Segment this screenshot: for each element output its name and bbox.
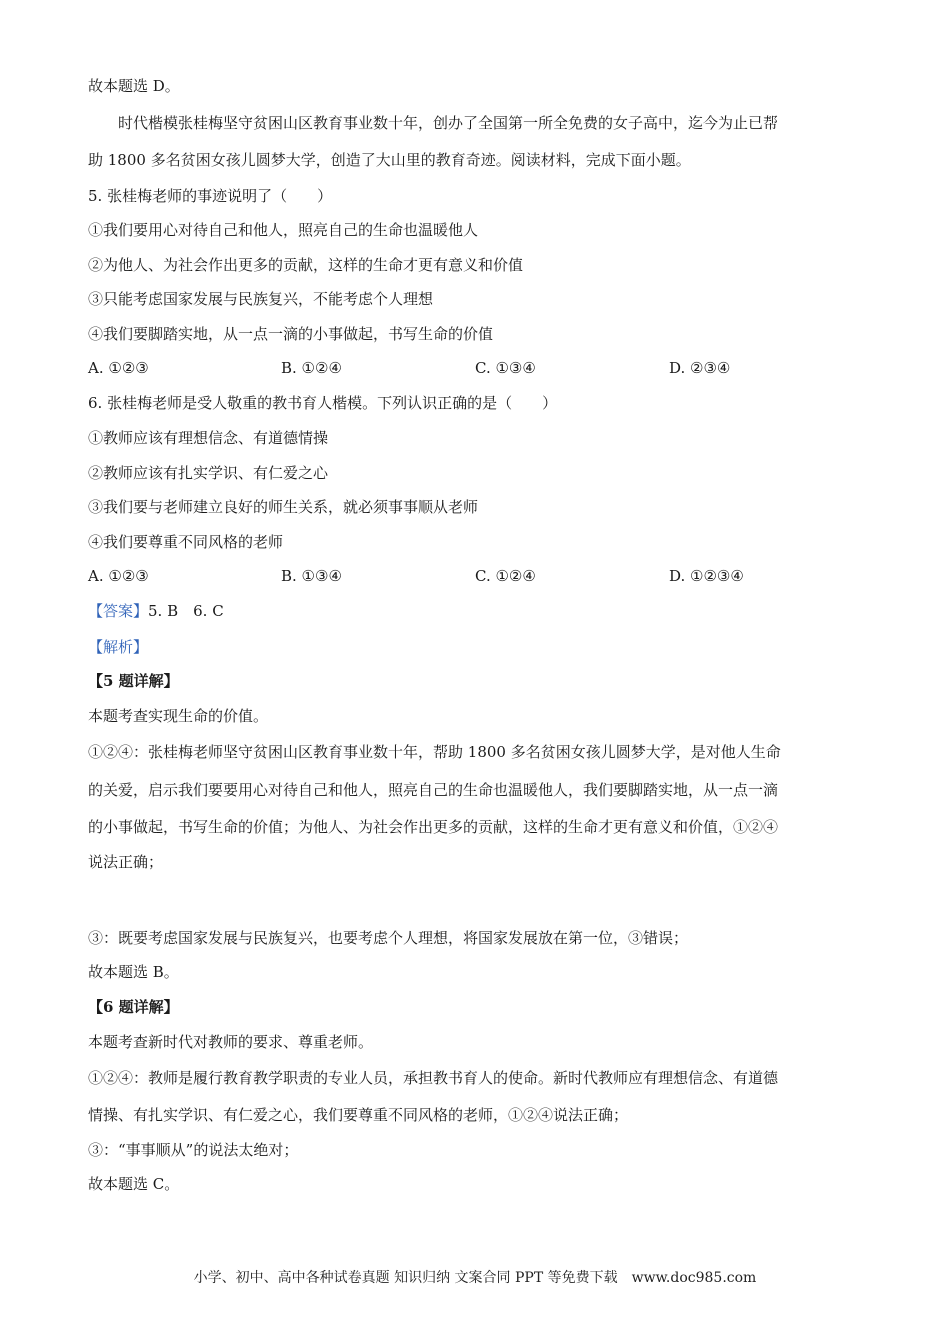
analysis-text: ①②④：张桂梅老师坚守贫困山区教育事业数十年，帮助 1800 多名贫困女孩儿圆梦大学，是对他人生命: [88, 743, 781, 761]
q6-statement-2: ②教师应该有扎实学识、有仁爱之心: [88, 464, 329, 482]
q6-statement-4: ④我们要尊重不同风格的老师: [88, 533, 284, 551]
question-5: 5. 张桂梅老师的事迹说明了（ ）: [88, 187, 333, 205]
answer-line: [88, 601, 224, 621]
analysis-text: ③：既要考虑国家发展与民族复兴，也要考虑个人理想，将国家发展放在第一位，③错误；: [88, 929, 689, 947]
analysis-text: 本题考查实现生命的价值。: [88, 707, 269, 725]
analysis-label: 【解析】: [88, 638, 149, 656]
text-line: 故本题选 D。: [88, 77, 180, 95]
q6-statement-3: ③我们要与老师建立良好的师生关系，就必须事事顺从老师: [88, 498, 479, 516]
q6-option-d: D. ①②③④: [669, 567, 744, 585]
q5-option-d: D. ②③④: [669, 359, 731, 377]
q5-option-b: B. ①②④: [281, 359, 342, 377]
answer-label: 【答案】: [88, 602, 149, 620]
analysis-text: 说法正确；: [88, 853, 164, 871]
q6-option-b: B. ①③④: [281, 567, 342, 585]
analysis-text: 故本题选 C。: [88, 1175, 180, 1193]
q5-option-a: A. ①②③: [88, 359, 149, 377]
page-footer: 小学、初中、高中各种试卷真题 知识归纳 文案合同 PPT 等免费下载 www.doc985.com: [193, 1270, 757, 1286]
q6-statement-1: ①教师应该有理想信念、有道德情操: [88, 429, 329, 447]
analysis-text: 的小事做起，书写生命的价值；为他人、为社会作出更多的贡献，这样的生命才更有意义和价值，①②④: [88, 818, 779, 836]
material-paragraph-cont: 助 1800 多名贫困女孩儿圆梦大学，创造了大山里的教育奇迹。阅读材料，完成下面小题。: [88, 151, 691, 169]
q6-option-a: A. ①②③: [88, 567, 149, 585]
q5-detail-heading: 【5 题详解】: [88, 672, 179, 690]
analysis-text: 本题考查新时代对教师的要求、尊重老师。: [88, 1033, 374, 1051]
q6-detail-heading: 【6 题详解】: [88, 998, 179, 1016]
q5-option-c: C. ①③④: [475, 359, 536, 377]
q5-statement-2: ②为他人、为社会作出更多的贡献，这样的生命才更有意义和价值: [88, 256, 524, 274]
material-paragraph: 时代楷模张桂梅坚守贫困山区教育事业数十年，创办了全国第一所全免费的女子高中，迄今为止已帮: [118, 114, 779, 132]
analysis-text: 情操、有扎实学识、有仁爱之心，我们要尊重不同风格的老师，①②④说法正确；: [88, 1106, 629, 1124]
q5-statement-4: ④我们要脚踏实地，从一点一滴的小事做起，书写生命的价值: [88, 325, 494, 343]
q5-statement-1: ①我们要用心对待自己和他人，照亮自己的生命也温暖他人: [88, 221, 479, 239]
analysis-text: 的关爱，启示我们要要用心对待自己和他人，照亮自己的生命也温暖他人，我们要脚踏实地，从一点一滴: [88, 781, 779, 799]
question-6: 6. 张桂梅老师是受人敬重的教书育人楷模。下列认识正确的是（ ）: [88, 394, 558, 412]
q6-option-c: C. ①②④: [475, 567, 536, 585]
q5-statement-3: ③只能考虑国家发展与民族复兴，不能考虑个人理想: [88, 290, 434, 308]
analysis-text: 故本题选 B。: [88, 963, 179, 981]
analysis-text: ①②④：教师是履行教育教学职责的专业人员，承担教书育人的使命。新时代教师应有理想信念、有道德: [88, 1069, 779, 1087]
answer-text: 5. B 6. C: [148, 602, 224, 620]
analysis-text: ③：“事事顺从”的说法太绝对；: [88, 1141, 299, 1159]
